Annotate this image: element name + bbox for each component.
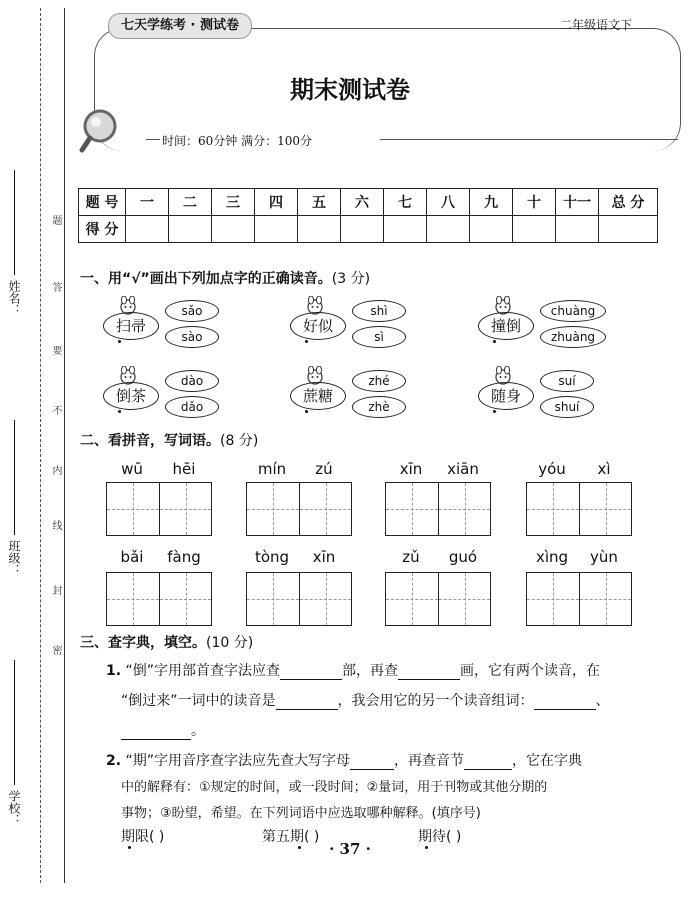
column-header: 六 — [341, 189, 384, 216]
answer-blank[interactable] — [350, 755, 394, 770]
row-label: 得 分 — [79, 216, 126, 243]
exam-title: 期末测试卷 — [290, 75, 410, 104]
name-blank[interactable] — [14, 170, 15, 275]
seal-char: 内 — [50, 465, 61, 475]
q2-number: 2. — [106, 753, 122, 769]
section1-heading: 一、用“√”画出下列加点字的正确读音。 — [80, 271, 332, 287]
section1-title — [80, 268, 370, 288]
emphasis-dot — [305, 340, 308, 343]
word-oval: 随身 — [478, 382, 534, 410]
pinyin-label: hēi — [172, 460, 196, 478]
score-cell[interactable] — [427, 216, 470, 243]
word-oval: 蔗糖 — [290, 382, 346, 410]
pinyin-option[interactable]: zhè — [352, 396, 406, 418]
score-table — [78, 188, 658, 243]
pinyin-label: fàng — [167, 548, 201, 566]
column-header: 十一 — [556, 189, 599, 216]
column-header: 七 — [384, 189, 427, 216]
q1-text: “倒”字用部首查字法应查 — [125, 663, 281, 679]
column-header: 九 — [470, 189, 513, 216]
seal-char: 线 — [50, 520, 61, 530]
score-cell[interactable] — [169, 216, 212, 243]
word-oval: 好似 — [290, 312, 346, 340]
writing-cell[interactable] — [386, 483, 438, 535]
score-cell[interactable] — [341, 216, 384, 243]
writing-cell[interactable] — [527, 483, 579, 535]
answer-blank[interactable] — [276, 695, 338, 710]
pinyin-option[interactable]: sào — [165, 326, 219, 348]
emphasis-dot — [493, 340, 496, 343]
seal-char: 要 — [50, 345, 61, 355]
school-label: 学校： — [7, 790, 21, 826]
writing-cell[interactable] — [386, 573, 438, 625]
tianzi-grid[interactable] — [385, 482, 491, 536]
q1-line3 — [121, 720, 205, 740]
writing-cell[interactable] — [247, 483, 299, 535]
score-cell[interactable] — [298, 216, 341, 243]
section2-title — [80, 430, 258, 450]
pinyin-label: yóu — [538, 460, 566, 478]
pinyin-label: xìng — [535, 548, 569, 566]
score-cell[interactable] — [255, 216, 298, 243]
q1-text: 。 — [191, 723, 205, 739]
word-oval: 倒茶 — [103, 382, 159, 410]
page-number: · 37 · — [329, 840, 371, 858]
section3-heading: 三、查字典，填空。 — [80, 635, 206, 651]
class-label: 班级： — [7, 540, 21, 576]
pinyin-label: zú — [315, 460, 333, 478]
writing-cell[interactable] — [299, 483, 351, 535]
score-cell[interactable] — [212, 216, 255, 243]
pinyin-option[interactable]: zhé — [352, 370, 406, 392]
score-cell[interactable] — [470, 216, 513, 243]
emphasis-dot — [305, 410, 308, 413]
score-cell[interactable] — [556, 216, 599, 243]
seal-char: 题 — [50, 215, 61, 225]
pinyin-label: tòng — [254, 548, 290, 566]
q1-text: 画，它有两个读音，在 — [460, 663, 601, 679]
pinyin-option[interactable]: shuí — [540, 396, 594, 418]
school-blank[interactable] — [14, 660, 15, 785]
tianzi-grid[interactable] — [526, 482, 632, 536]
answer-blank[interactable] — [534, 695, 596, 710]
emphasis-dot — [118, 410, 121, 413]
q2-text: ，再查音节 — [394, 753, 465, 769]
writing-cell[interactable] — [159, 483, 211, 535]
pinyin-option[interactable]: dǎo — [165, 396, 219, 418]
writing-cell[interactable] — [107, 483, 159, 535]
column-header: 一 — [126, 189, 169, 216]
header-rule — [380, 139, 678, 140]
writing-cell[interactable] — [299, 573, 351, 625]
answer-blank[interactable] — [398, 665, 460, 680]
pinyin-label: xīn — [399, 460, 423, 478]
pinyin-option[interactable]: sǎo — [165, 300, 219, 322]
column-header: 五 — [298, 189, 341, 216]
score-cell[interactable] — [126, 216, 169, 243]
q1-line2 — [121, 690, 610, 710]
writing-cell[interactable] — [438, 573, 490, 625]
writing-cell[interactable] — [107, 573, 159, 625]
row-label: 题 号 — [79, 189, 126, 216]
emphasis-dot — [493, 410, 496, 413]
q2-line3: 事物；③盼望，希望。在下列词语中应选取哪种解释。(填序号) — [121, 806, 481, 821]
section3-title — [80, 632, 253, 652]
tianzi-grid[interactable] — [246, 482, 352, 536]
pinyin-label: bǎi — [120, 548, 144, 566]
q1-text: 部，再查 — [342, 663, 399, 679]
seal-char: 封 — [50, 585, 61, 595]
section2-score: (8 分) — [220, 433, 259, 449]
tianzi-grid[interactable] — [526, 572, 632, 626]
grade-label: 二年级语文下 — [560, 18, 633, 32]
q1-text: ，我会用它的另一个读音组词： — [337, 693, 534, 709]
writing-cell[interactable] — [159, 573, 211, 625]
tianzi-grid[interactable] — [246, 572, 352, 626]
column-header: 四 — [255, 189, 298, 216]
q2-text: ，它在字典 — [512, 753, 583, 769]
writing-cell[interactable] — [247, 573, 299, 625]
answer-blank[interactable] — [280, 665, 342, 680]
choice-qidai[interactable]: 期待( ) — [418, 829, 462, 845]
tianzi-grid[interactable] — [106, 572, 212, 626]
score-cell[interactable] — [384, 216, 427, 243]
writing-cell[interactable] — [438, 483, 490, 535]
q2-text: “期”字用音序查字法应先查大写字母 — [125, 753, 351, 769]
word-oval: 撞倒 — [478, 312, 534, 340]
column-header: 二 — [169, 189, 212, 216]
q2-line1 — [106, 750, 582, 770]
header-rule — [146, 139, 160, 140]
pinyin-option[interactable]: sì — [352, 326, 406, 348]
writing-cell[interactable] — [579, 483, 631, 535]
word-oval: 扫帚 — [103, 312, 159, 340]
section2-heading: 二、看拼音，写词语。 — [80, 433, 220, 449]
seal-char: 答 — [50, 282, 61, 292]
section3-score: (10 分) — [206, 635, 254, 651]
column-header: 三 — [212, 189, 255, 216]
writing-cell[interactable] — [579, 573, 631, 625]
score-cell[interactable] — [599, 216, 658, 243]
pinyin-label: yùn — [590, 548, 618, 566]
q1-number: 1. — [106, 663, 122, 679]
pinyin-option[interactable]: zhuàng — [540, 326, 606, 348]
pinyin-option[interactable]: chuàng — [540, 300, 606, 322]
seal-char: 密 — [50, 645, 61, 655]
table-row — [79, 216, 658, 243]
emphasis-dot — [118, 340, 121, 343]
q1-line1 — [106, 660, 600, 680]
pinyin-label: guó — [448, 548, 478, 566]
tianzi-grid[interactable] — [385, 572, 491, 626]
time-info: 时间：60分钟 满分：100分 — [162, 134, 312, 148]
table-row — [79, 189, 658, 216]
series-tab: 七天学练考 · 测试卷 — [108, 13, 252, 39]
q2-line2: 中的解释有：①规定的时间，或一段时间；②量词，用于刊物或其他分期的 — [121, 780, 548, 795]
q1-text: 、 — [595, 693, 610, 709]
answer-blank[interactable] — [464, 755, 512, 770]
column-header: 十 — [513, 189, 556, 216]
answer-blank[interactable] — [121, 725, 191, 740]
writing-cell[interactable] — [527, 573, 579, 625]
pinyin-label: wū — [121, 460, 143, 478]
score-cell[interactable] — [513, 216, 556, 243]
pinyin-option[interactable]: shì — [352, 300, 406, 322]
pinyin-label: xì — [597, 460, 611, 478]
seal-char: 不 — [50, 405, 61, 415]
class-blank[interactable] — [14, 420, 15, 535]
section1-score: (3 分) — [331, 271, 371, 287]
q1-text: “倒过来”一词中的读音是 — [121, 693, 276, 709]
column-header: 八 — [427, 189, 470, 216]
pinyin-label: zǔ — [402, 548, 420, 566]
choice-diwuqi[interactable]: 第五期( ) — [262, 829, 320, 845]
pinyin-label: xīn — [312, 548, 336, 566]
tianzi-grid[interactable] — [106, 482, 212, 536]
column-header: 总 分 — [599, 189, 658, 216]
binding-solid-line — [64, 8, 65, 883]
name-label: 姓名： — [7, 280, 21, 316]
choice-qixian[interactable]: 期限( ) — [121, 829, 165, 845]
pinyin-label: mín — [257, 460, 287, 478]
pinyin-option[interactable]: dào — [165, 370, 219, 392]
magnifier-icon — [78, 106, 126, 154]
binding-dashed-line — [40, 8, 41, 883]
pinyin-label: xiān — [447, 460, 479, 478]
pinyin-option[interactable]: suí — [540, 370, 594, 392]
